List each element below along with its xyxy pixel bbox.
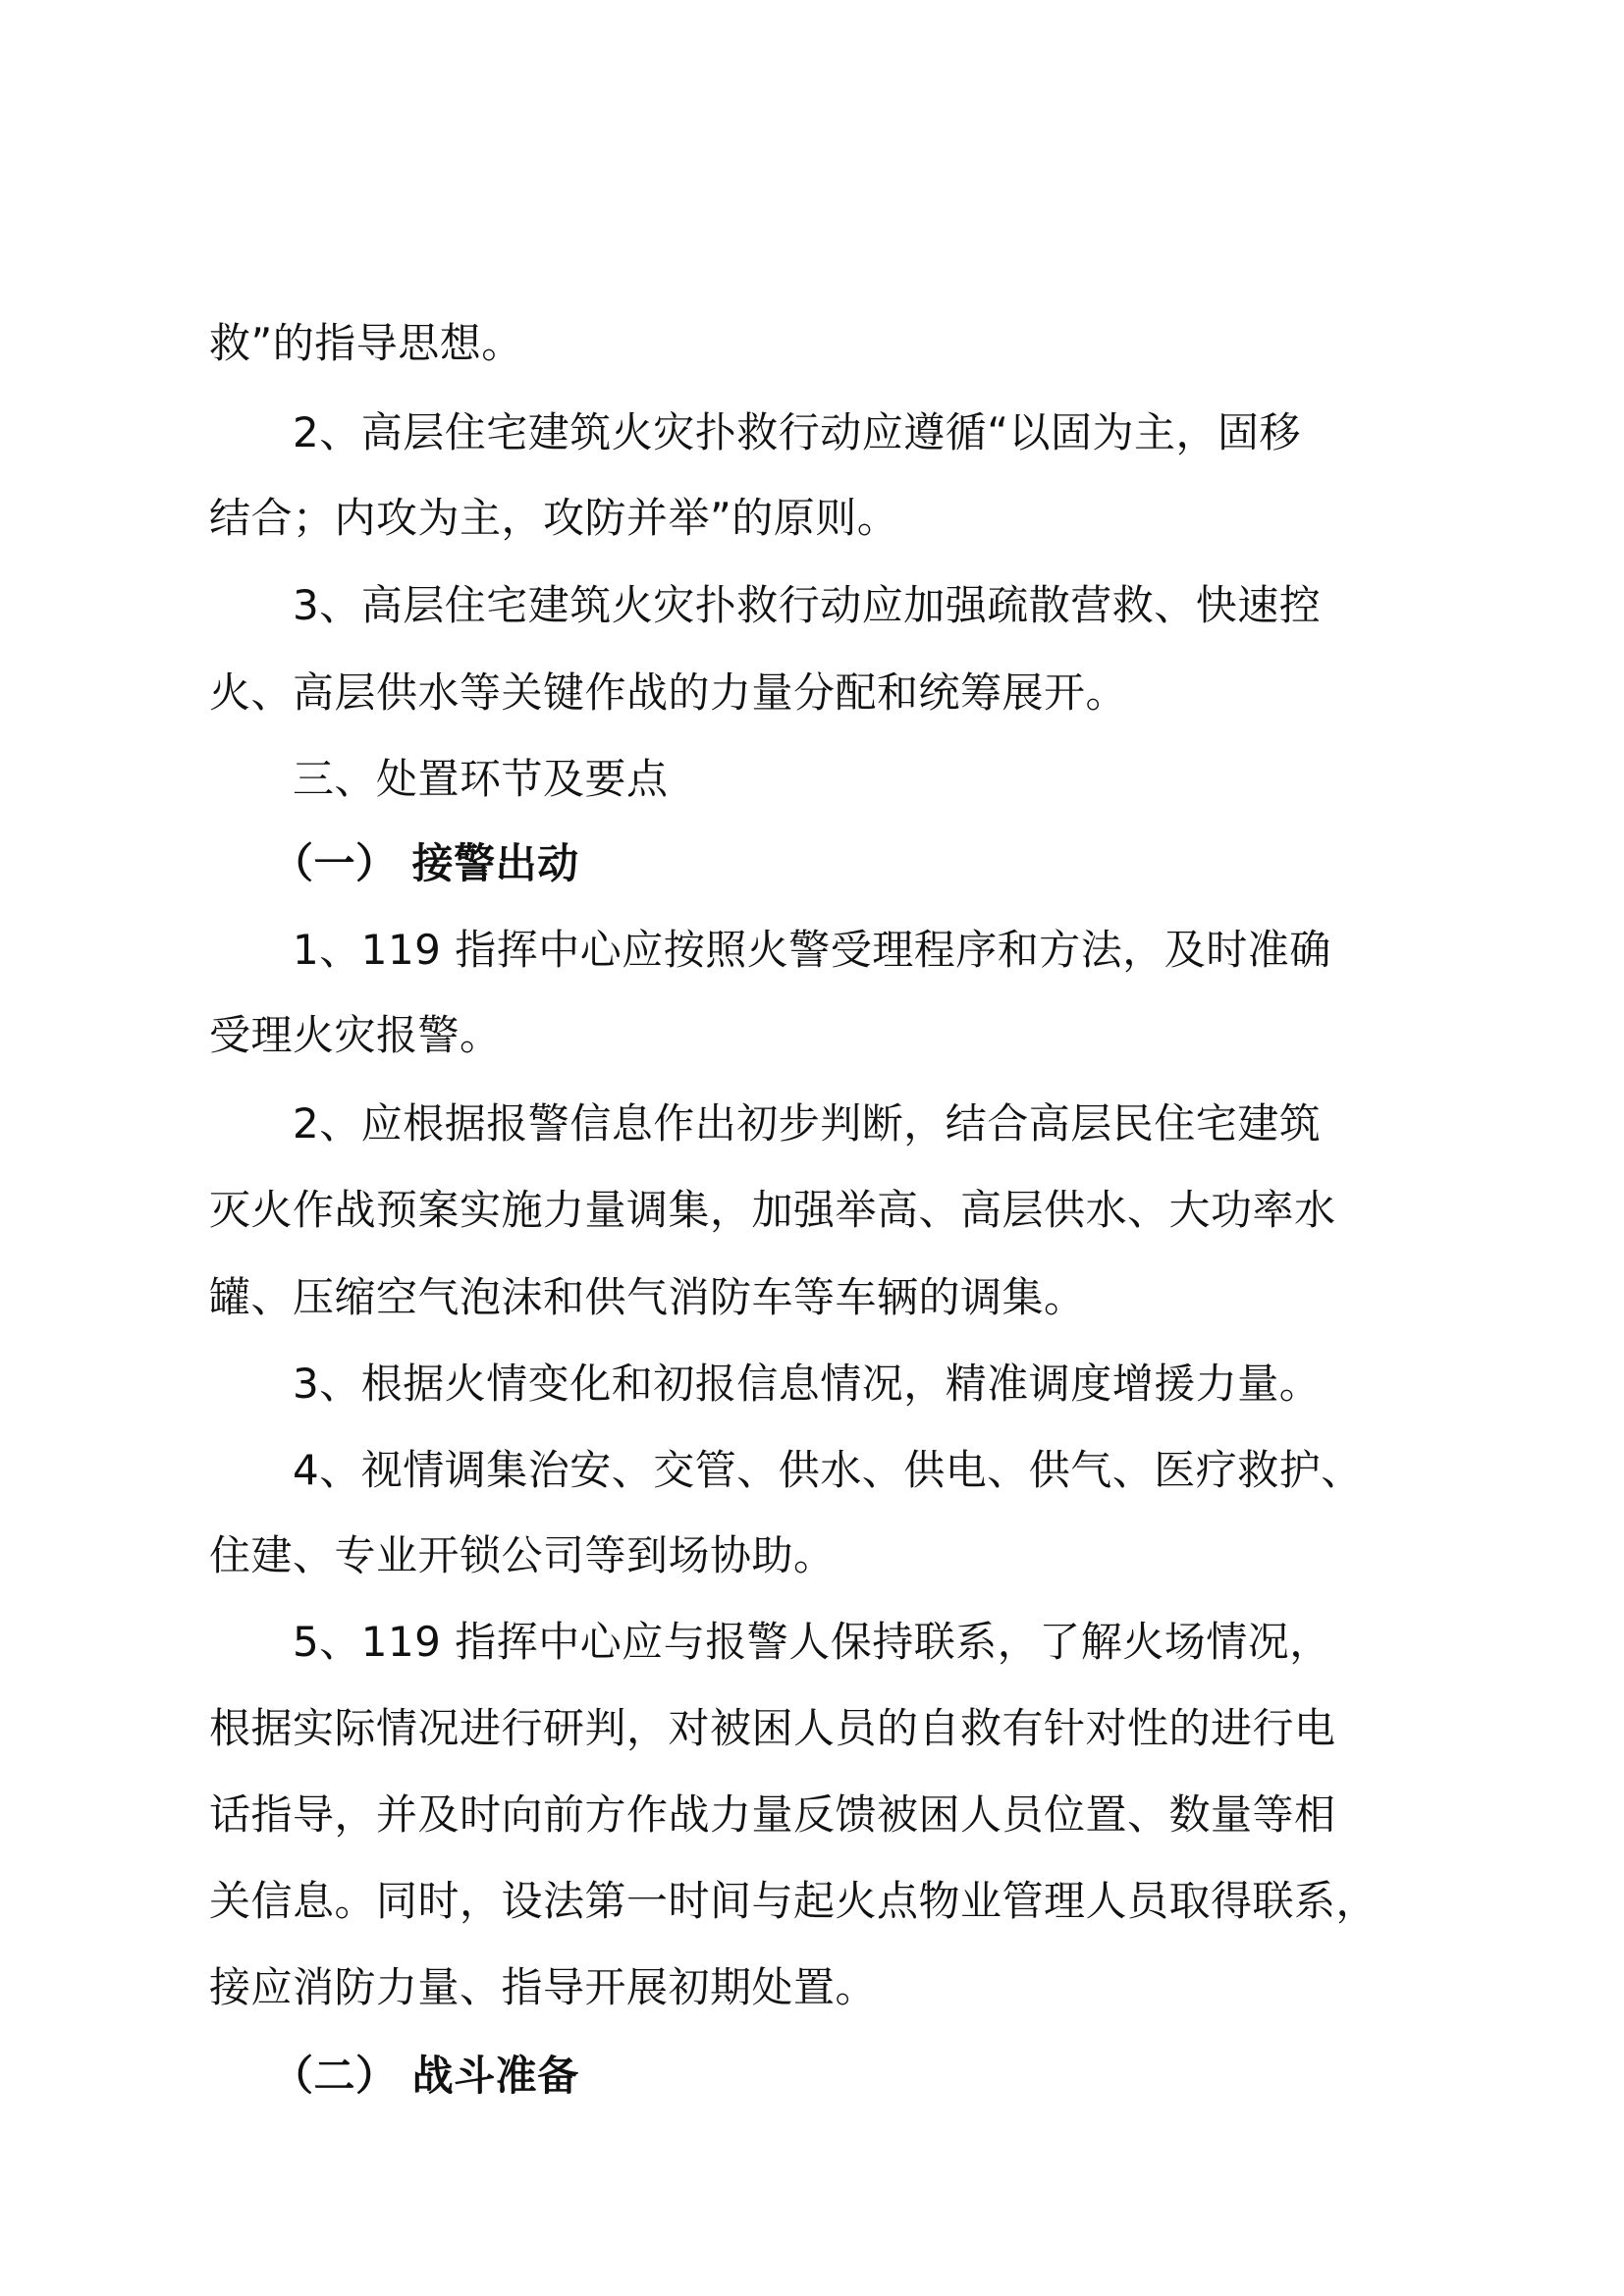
subsection-heading: （一） 接警出动: [209, 839, 579, 887]
text-line: 2、应根据报警信息作出初步判断，结合高层民住宅建筑: [209, 1099, 1322, 1148]
text-line: 火、高层供水等关键作战的力量分配和统筹展开。: [209, 668, 1128, 717]
text-line: 救”的指导思想。: [209, 319, 523, 367]
text-line: 关信息。同时，设法第一时间与起火点物业管理人员取得联系，: [209, 1877, 1379, 1925]
text-line: 住建、专业开锁公司等到场协助。: [209, 1531, 836, 1579]
text-line: 1、119 指挥中心应按照火警受理程序和方法，及时准确: [209, 926, 1331, 974]
text-line: 罐、压缩空气泡沫和供气消防车等车辆的调集。: [209, 1273, 1086, 1321]
text-line: 3、高层住宅建筑火灾扑救行动应加强疏散营救、快速控: [209, 581, 1322, 629]
text-line: 根据实际情况进行研判，对被困人员的自救有针对性的进行电: [209, 1704, 1336, 1752]
text-line: 4、视情调集治安、交管、供水、供电、供气、医疗救护、: [209, 1446, 1363, 1494]
text-line: 2、高层住宅建筑火灾扑救行动应遵循“以固为主，固移: [209, 408, 1301, 456]
text-line: 5、119 指挥中心应与报警人保持联系，了解火场情况，: [209, 1618, 1331, 1666]
subsection-heading: （二） 战斗准备: [209, 2052, 579, 2100]
text-line: 受理火灾报警。: [209, 1011, 502, 1059]
section-heading: 三、处置环节及要点: [209, 755, 669, 803]
text-line: 结合；内攻为主，攻防并举”的原则。: [209, 494, 899, 542]
text-line: 话指导，并及时向前方作战力量反馈被困人员位置、数量等相: [209, 1790, 1336, 1839]
text-line: 接应消防力量、指导开展初期处置。: [209, 1963, 878, 2011]
text-line: 3、根据火情变化和初报信息情况，精准调度增援力量。: [209, 1360, 1322, 1408]
text-line: 灭火作战预案实施力量调集，加强举高、高层供水、大功率水: [209, 1186, 1336, 1234]
